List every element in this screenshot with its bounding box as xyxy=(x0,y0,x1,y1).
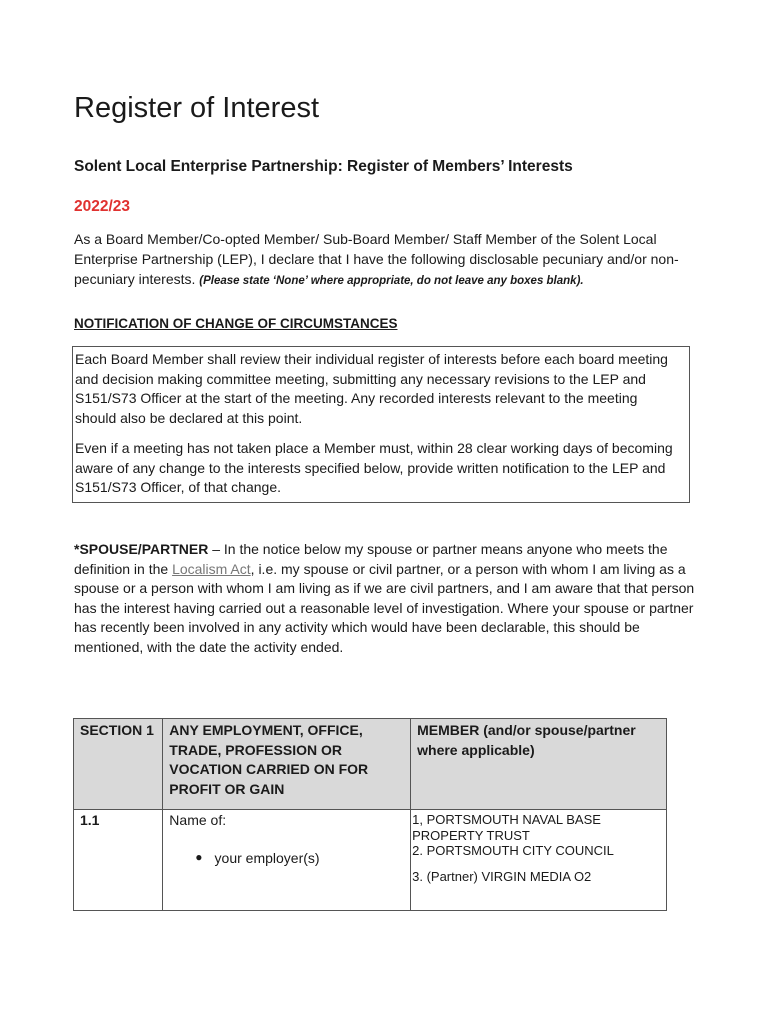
page-title: Register of Interest xyxy=(74,92,319,124)
spouse-partner-definition xyxy=(74,540,696,657)
notification-heading: NOTIFICATION OF CHANGE OF CIRCUMSTANCES xyxy=(74,316,398,331)
table-row xyxy=(74,810,667,911)
header-section: SECTION 1 xyxy=(74,719,163,810)
bullet-item xyxy=(195,850,404,866)
localism-act-link[interactable]: Localism Act xyxy=(172,560,251,577)
document-subtitle: Solent Local Enterprise Partnership: Register of Members’ Interests xyxy=(74,158,573,175)
intro-text: As a Board Member/Co-opted Member/ Sub-Board Member/ Staff Member of the Solent Local Enterprise Partnership (LEP), I declare that I have the following disclosable pecuniary and/or non-pecuniary interests. xyxy=(74,231,679,287)
header-member: MEMBER (and/or spouse/partner where applicable) xyxy=(411,719,667,810)
member-entry-1: 1, PORTSMOUTH NAVAL BASE PROPERTY TRUST xyxy=(412,812,601,843)
row-number: 1.1 xyxy=(74,810,163,911)
header-category: ANY EMPLOYMENT, OFFICE, TRADE, PROFESSION OR VOCATION CARRIED ON FOR PROFIT OR GAIN xyxy=(163,719,411,810)
register-year: 2022/23 xyxy=(74,198,131,215)
spouse-text-after-link: , i.e. my spouse or civil partner, or a person with whom I am living as a spouse or a person with whom I am living as if we are civil partners, and I am aware that that person has the interest having carried out a reasonable level of investigation. Where your spouse or partner has recently been involved in any activity which would have been declarable, this should be mentioned, with the date the activity ended. xyxy=(74,560,695,655)
member-entry-3: 3. (Partner) VIRGIN MEDIA O2 xyxy=(412,868,592,884)
intro-note: (Please state ‘None’ where appropriate, do not leave any boxes blank). xyxy=(199,275,584,287)
row-description xyxy=(163,810,411,911)
spouse-text-before-link: – In the notice below my spouse or partner means anyone who meets the definition in the xyxy=(74,541,668,577)
section-1-table xyxy=(73,718,667,911)
table-header-row xyxy=(74,719,667,810)
notification-box xyxy=(72,346,690,503)
member-entry-2: 2. PORTSMOUTH CITY COUNCIL xyxy=(412,843,614,858)
bullet-icon: ● xyxy=(195,850,203,864)
bullet-label: your employer(s) xyxy=(214,850,320,866)
notification-paragraph-1: Each Board Member shall review their individual register of interests before each board meeting and decision making committee meeting, submitting any necessary revisions to the LEP and S151/S73 Officer at the start of the meeting. Any recorded interests relevant to the meeting should also be declared at this point. xyxy=(75,351,668,426)
name-of-label: Name of: xyxy=(169,812,227,828)
spouse-lead: *SPOUSE/PARTNER xyxy=(74,541,209,557)
notification-paragraph-2: Even if a meeting has not taken place a Member must, within 28 clear working days of becoming aware of any change to the interests specified below, provide written notification to the LEP and S151/S73 Officer, of that change. xyxy=(75,440,673,495)
declaration-intro xyxy=(74,229,686,291)
member-entries-cell[interactable] xyxy=(411,810,667,911)
